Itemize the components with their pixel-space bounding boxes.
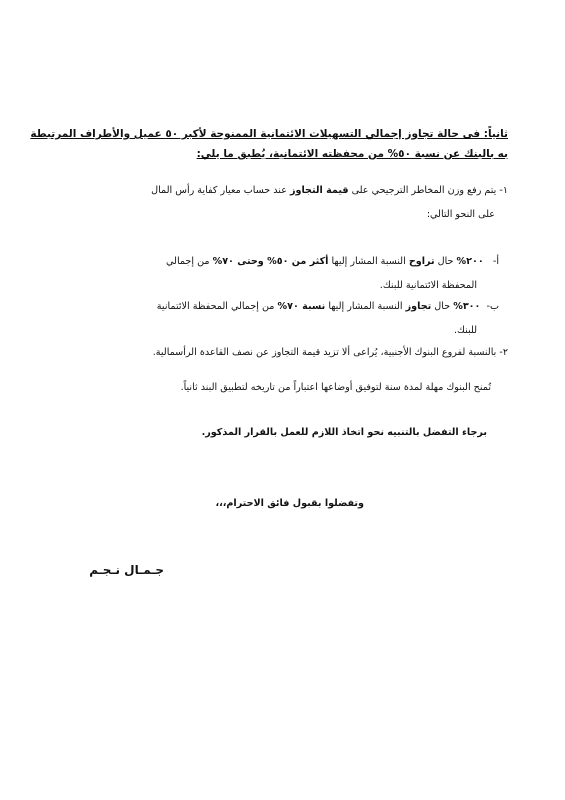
request-text: برجاء التفضل بالتنبيه نحو اتخاذ اللازم للعمل بالقرار المذكور. — [201, 427, 487, 438]
sub-item-a-line-1 — [166, 256, 499, 267]
item-1-text-bold: قيمة التجاوز — [289, 185, 349, 196]
sub-item-a-text-2: تراوح — [408, 256, 435, 267]
item-2: ٢- بالنسبة لفروع البنوك الأجنبية، يُراعى ألا تزيد قيمة التجاوز عن نصف القاعدة الرأسمالية. — [152, 347, 508, 358]
item-1-line-2: على النحو التالي: — [426, 209, 495, 220]
section-heading-line-1: ثانياً: فى حالة تجاوز إجمالي التسهيلات الائتمانية الممنوحة لأكبر ٥٠ عميل والأطراف المرتبطة — [30, 128, 508, 140]
signature-name: جـمـال نـجـم — [89, 563, 164, 577]
section-heading-line-2: به بالبنك عن نسبة ٥٠% من محفظته الائتمانية، يُطبق ما يلي: — [196, 148, 508, 160]
sub-item-a-percent: ٢٠٠% — [456, 256, 484, 267]
grace-period-text: تُمنح البنوك مهلة لمدة سنة لتوفيق أوضاعها اعتباراً من تاريخه لتطبيق البند ثانياً. — [180, 382, 491, 393]
sub-item-b-text-1: حال — [431, 301, 454, 312]
item-1-text-a: ١- يتم رفع وزن المخاطر الترجيحي على — [348, 185, 508, 196]
sub-item-b-text-5: من إجمالي المحفظة الائتمانية — [156, 301, 278, 312]
sub-item-b-percent: ٣٠٠% — [453, 301, 481, 312]
sub-item-b-line-2: للبنك. — [453, 325, 477, 336]
sub-item-a-line-2: المحفظة الائتمانية للبنك. — [379, 280, 477, 291]
sub-item-b-line-1 — [157, 301, 499, 312]
sub-item-a-range: أكثر من ٥٠% وحتى ٧٠% — [212, 256, 329, 267]
item-1-line-1 — [151, 185, 508, 196]
sub-item-a-marker: أ- — [492, 256, 499, 267]
sub-item-b-text-2: تجاوز — [405, 301, 432, 312]
closing-text: وتفضلوا بقبول فائق الاحترام،،، — [215, 498, 364, 509]
sub-item-b-marker: ب- — [486, 301, 499, 312]
sub-item-b-ratio: نسبة ٧٠% — [277, 301, 326, 312]
sub-item-a-text-5: من إجمالي — [166, 256, 213, 267]
sub-item-a-text-3: النسبة المشار إليها — [328, 256, 409, 267]
sub-item-a-text-1: حال — [434, 256, 457, 267]
item-1-text-c: عند حساب معيار كفاية رأس المال — [151, 185, 290, 196]
sub-item-b-text-3: النسبة المشار إليها — [325, 301, 406, 312]
